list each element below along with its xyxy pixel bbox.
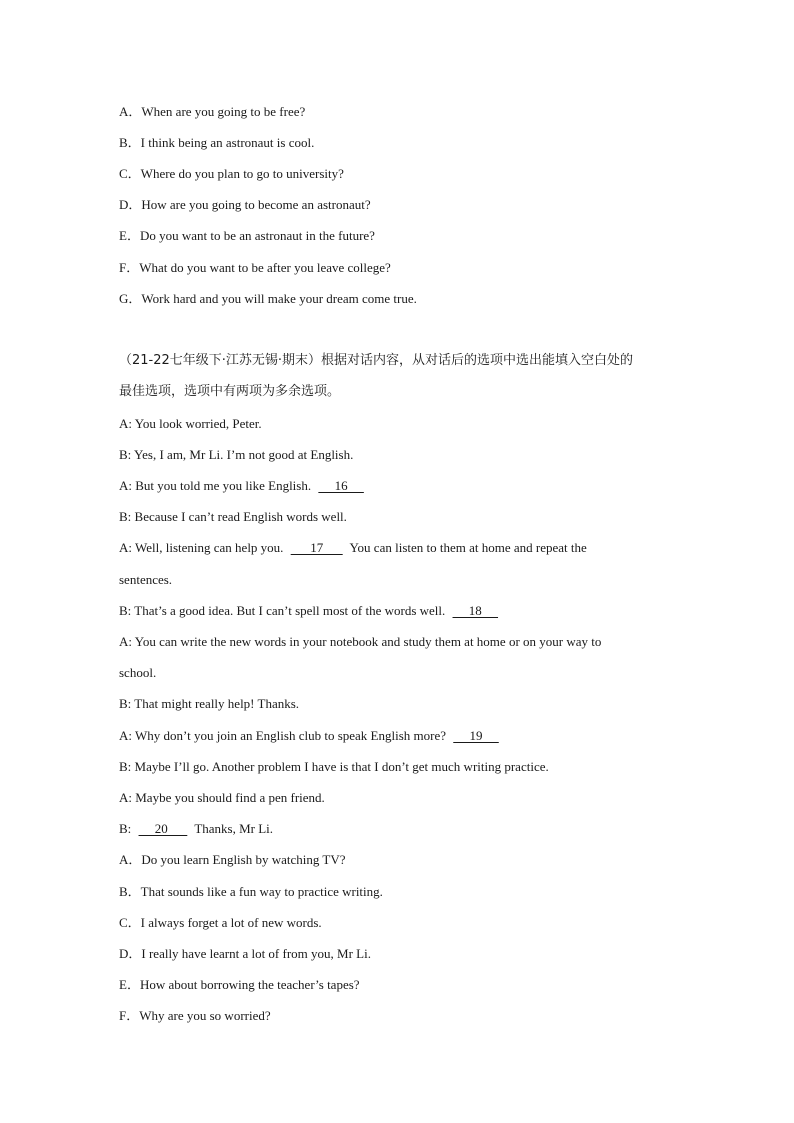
answer-blank-20[interactable]: 20 [138, 821, 188, 836]
option-g: G．Work hard and you will make your dream come true. [119, 291, 417, 306]
dialogue-line [119, 540, 587, 556]
dialogue-line: sentences. [119, 572, 173, 587]
dialogue-line: B: Maybe I’ll go. Another problem I have is that I don’t get much writing practice. [119, 759, 549, 774]
dialogue-text: A: Well, listening can help you. [119, 540, 284, 555]
task-instruction-line-1: （21-22七年级下·江苏无锡·期末）根据对话内容，从对话后的选项中选出能填入空白处的 [119, 353, 634, 368]
dialogue-text: A: Why don’t you join an English club to speak English more? [119, 728, 447, 743]
dialogue-text-after: You can listen to them at home and repeat the [349, 540, 587, 555]
dialogue-line: A: You look worried, Peter. [119, 416, 262, 431]
choice-e: E．How about borrowing the teacher’s tapes? [119, 977, 360, 992]
option-c: C．Where do you plan to go to university? [119, 166, 344, 181]
dialogue-line: school. [119, 665, 157, 680]
option-d: D．How are you going to become an astronaut? [119, 197, 371, 212]
choice-f: F．Why are you so worried? [119, 1008, 271, 1023]
choice-c: C．I always forget a lot of new words. [119, 915, 322, 930]
answer-blank-17[interactable]: 17 [290, 540, 343, 555]
task-instruction-line-2: 最佳选项，选项中有两项为多余选项。 [119, 384, 341, 399]
dialogue-line: B: Yes, I am, Mr Li. I’m not good at English. [119, 447, 354, 462]
option-b: B．I think being an astronaut is cool. [119, 135, 315, 150]
dialogue-line [119, 728, 503, 744]
dialogue-line: A: You can write the new words in your notebook and study them at home or on your way to [119, 634, 602, 649]
dialogue-line: A: Maybe you should find a pen friend. [119, 790, 325, 805]
dialogue-text-after: Thanks, Mr Li. [194, 821, 274, 836]
dialogue-line: B: That might really help! Thanks. [119, 696, 300, 711]
dialogue-line [119, 478, 368, 494]
option-f: F．What do you want to be after you leave college? [119, 260, 391, 275]
dialogue-text: B: That’s a good idea. But I can’t spell most of the words well. [119, 603, 446, 618]
dialogue-line [119, 821, 273, 837]
dialogue-line [119, 603, 502, 619]
answer-blank-16[interactable]: 16 [318, 478, 364, 493]
answer-blank-18[interactable]: 18 [452, 603, 499, 618]
option-e: E．Do you want to be an astronaut in the future? [119, 228, 375, 243]
choice-a: A．Do you learn English by watching TV? [119, 852, 346, 867]
dialogue-text: B: [119, 821, 132, 836]
choice-d: D．I really have learnt a lot of from you, Mr Li. [119, 946, 371, 961]
answer-blank-19[interactable]: 19 [453, 728, 499, 743]
dialogue-text: A: But you told me you like English. [119, 478, 312, 493]
dialogue-line: B: Because I can’t read English words well. [119, 509, 347, 524]
option-a: A．When are you going to be free? [119, 104, 306, 119]
choice-b: B．That sounds like a fun way to practice writing. [119, 884, 383, 899]
